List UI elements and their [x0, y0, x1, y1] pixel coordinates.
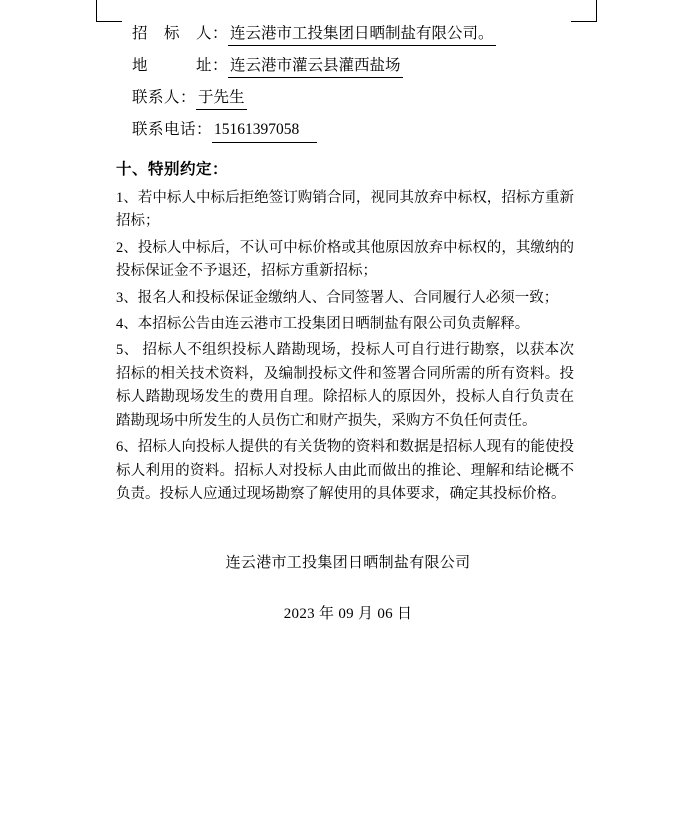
crop-mark-top-right-vertical [596, 0, 597, 22]
crop-mark-top-left-vertical [96, 0, 97, 22]
contact-row-person [132, 88, 574, 110]
contact-row-phone [132, 120, 574, 142]
crop-mark-top-right-horizontal [571, 21, 597, 22]
crop-mark-top-left-horizontal [96, 21, 122, 22]
section-title-special-terms: 十、特别约定： [116, 160, 229, 178]
contact-label-bidder: 招 标 人： [132, 25, 229, 42]
clause-item-5: 5、 招标人不组织投标人踏勘现场，投标人可自行进行勘察，以获本次招标的相关技术资料，及编制投标文件和签署合同所需的所有资料。投标人踏勘现场发生的费用自理。除招标人的原因外，投标人自行负责在踏勘现场中所发生的人员伤亡和财产损失，采购方不负任何责任。 [116, 342, 574, 429]
clause-item-1: 1、若中标人中标后拒绝签订购销合同，视同其放弃中标权，招标方重新招标； [116, 189, 574, 230]
signature-company-name: 连云港市工投集团日晒制盐有限公司 [225, 554, 471, 571]
contact-value-person: 于先生 [196, 88, 247, 110]
contact-label-address: 地 址： [132, 57, 229, 75]
contact-row-bidder [132, 24, 574, 46]
contact-label-phone: 联系电话： [132, 121, 213, 139]
clause-item-3: 3、报名人和投标保证金缴纳人、合同签署人、合同履行人必须一致； [116, 289, 559, 306]
clause-item-4: 4、本招标公告由连云港市工投集团日晒制盐有限公司负责解释。 [116, 315, 530, 332]
signature-date: 2023 年 09 月 06 日 [283, 605, 413, 622]
clause-item-6: 6、招标人向投标人提供的有关货物的资料和数据是招标人现有的能使投标人利用的资料。招标人对投标人由此而做出的推论、理解和结论概不负责。投标人应通过现场勘察了解使用的具体要求，确定其投标价格。 [116, 439, 574, 503]
contact-label-person: 联系人： [132, 89, 197, 107]
contact-value-phone: 15161397058 [212, 120, 317, 142]
contact-value-bidder: 连云港市工投集团日晒制盐有限公司。 [228, 24, 496, 46]
contact-row-address [132, 56, 574, 78]
document-body [116, 24, 574, 623]
contact-value-address: 连云港市灌云县灌西盐场 [228, 56, 403, 78]
clause-item-2: 2、投标人中标后，不认可中标价格或其他原因放弃中标权的，其缴纳的投标保证金不予退还，招标方重新招标； [116, 239, 574, 280]
